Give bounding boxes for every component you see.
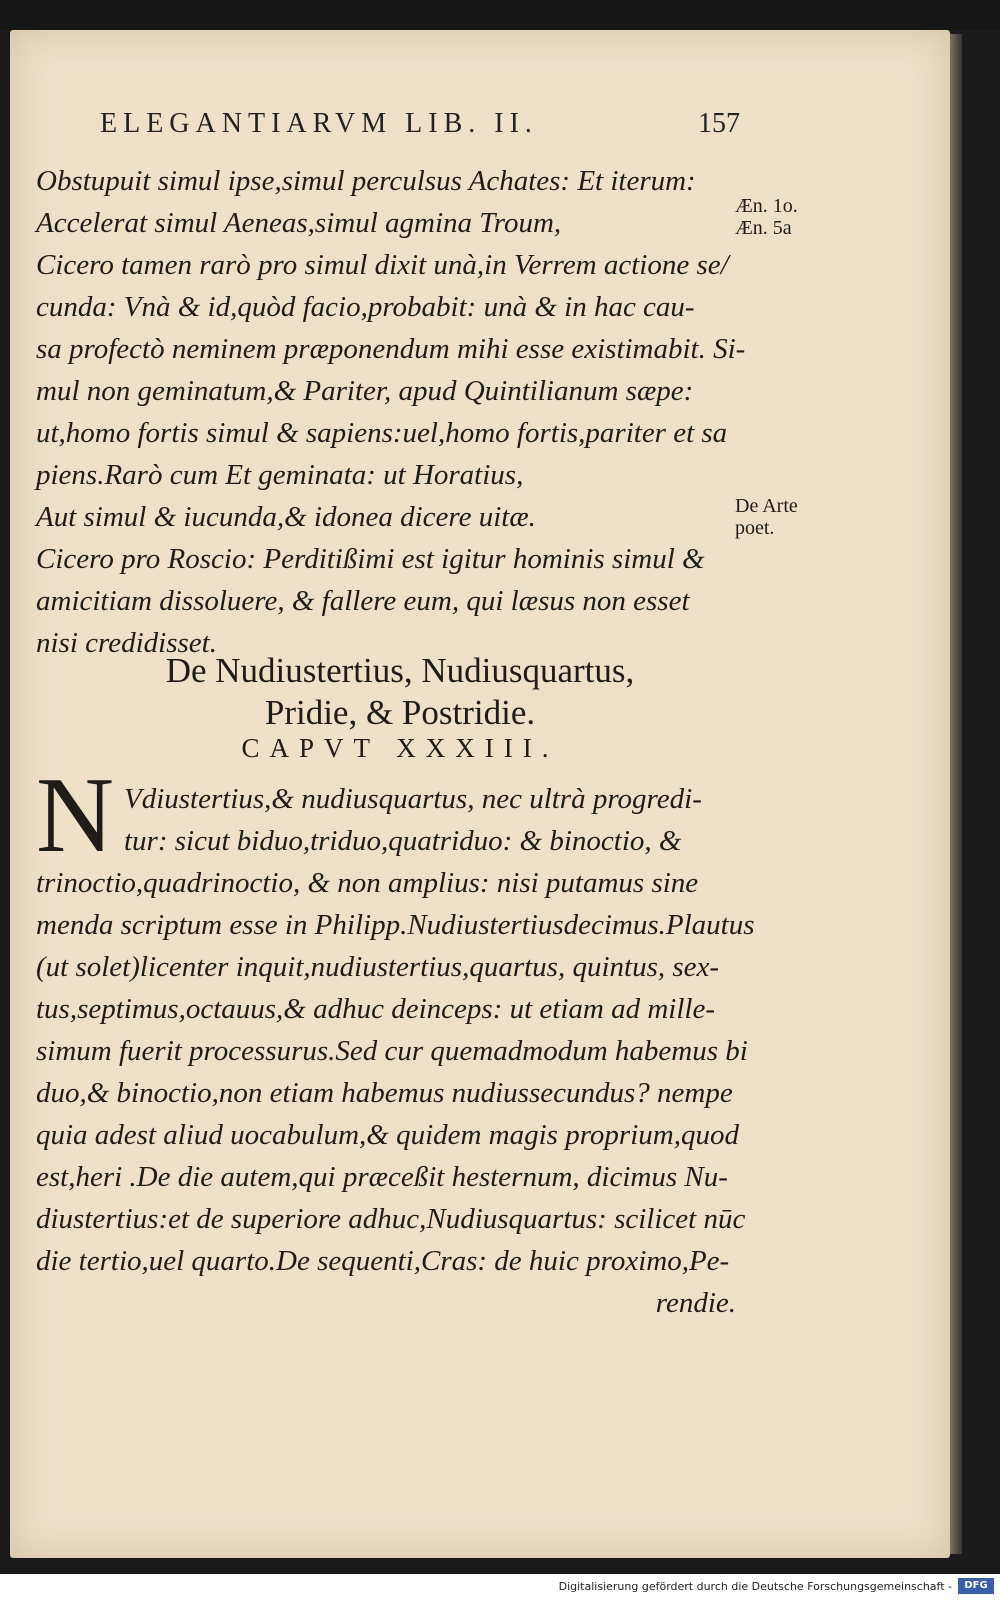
text-line: cunda: Vnà & id,quòd facio,probabit: unà & in hac cau- [36, 291, 695, 323]
margin-note-line: Æn. 5a [735, 217, 792, 239]
text-line: (ut solet)licenter inquit,nudiustertius,quartus, quintus, sex- [36, 951, 720, 983]
section-title-line: De Nudiustertius, Nudiusquartus, [165, 651, 635, 690]
drop-cap: N [36, 756, 114, 875]
text-line: die tertio,uel quarto.De sequenti,Cras: de huic proximo,Pe- [36, 1245, 730, 1277]
text-line: menda scriptum esse in Philipp.Nudiustertiusdecimus.Plautus [36, 909, 755, 941]
margin-note-aeneid [735, 195, 798, 239]
text-line: ut,homo fortis simul & sapiens:uel,homo fortis,pariter et sa [36, 417, 728, 449]
text-line: amicitiam dissoluere, & fallere eum, qui læsus non esset [36, 585, 690, 617]
text-line: trinoctio,quadrinoctio, & non amplius: nisi putamus sine [36, 867, 699, 899]
chapter-heading: CAPVT XXXIII. [241, 733, 559, 763]
catchword: rendie. [655, 1287, 736, 1319]
text-line: diustertius:et de superiore adhuc,Nudiusquartus: scilicet nūc [36, 1203, 746, 1235]
text-line: Aut simul & iucunda,& idonea dicere uitæ. [36, 501, 536, 533]
text-line: nisi credidisset. [36, 627, 217, 659]
section-title-line: Pridie, & Postridie. [264, 693, 536, 732]
scan-background [0, 0, 1000, 30]
margin-note-line: poet. [735, 517, 775, 539]
footer-bar [0, 1574, 1000, 1602]
text-line: est,heri .De die autem,qui præceßit hesternum, dicimus Nu- [36, 1161, 728, 1193]
text-block-chapter [36, 778, 755, 1324]
running-header [100, 108, 740, 148]
margin-note-de-arte-poetica [735, 495, 798, 539]
text-line: piens.Rarò cum Et geminata: ut Horatius, [36, 459, 524, 491]
text-line: Accelerat simul Aeneas,simul agmina Troum, [36, 207, 562, 239]
margin-note-line: De Arte [735, 495, 798, 517]
page-number: 157 [698, 108, 740, 139]
text-line: simum fuerit processurus.Sed cur quemadmodum habemus bi [36, 1035, 748, 1067]
text-line: sa profectò neminem præponendum mihi esse existimabit. Si- [36, 333, 746, 365]
section-title [60, 650, 740, 734]
text-line: Vdiustertius,& nudiusquartus, nec ultrà progredi- [124, 783, 702, 815]
text-line: Cicero pro Roscio: Perditißimi est igitur hominis simul & [36, 543, 705, 575]
text-line: tus,septimus,octauus,& adhuc deinceps: ut etiam ad mille- [36, 993, 715, 1025]
running-title: ELEGANTIARVM LIB. II. [100, 108, 538, 139]
margin-note-line: Æn. 1o. [735, 195, 798, 217]
text-line: mul non geminatum,& Pariter, apud Quintilianum sæpe: [36, 375, 694, 407]
text-line: Obstupuit simul ipse,simul perculsus Achates: Et iterum: [36, 165, 696, 197]
text-line: duo,& binoctio,non etiam habemus nudiussecundus? nempe [36, 1077, 733, 1109]
text-line: quia adest aliud uocabulum,& quidem magis proprium,quod [36, 1119, 739, 1151]
funding-credit: Digitalisierung gefördert durch die Deutsche Forschungsgemeinschaft - [558, 1580, 952, 1593]
text-line: Cicero tamen rarò pro simul dixit unà,in Verrem actione se/ [36, 249, 729, 281]
text-line: tur: sicut biduo,triduo,quatriduo: & binoctio, & [124, 825, 682, 857]
dfg-logo: DFG [958, 1578, 994, 1594]
text-block-top [36, 160, 746, 664]
